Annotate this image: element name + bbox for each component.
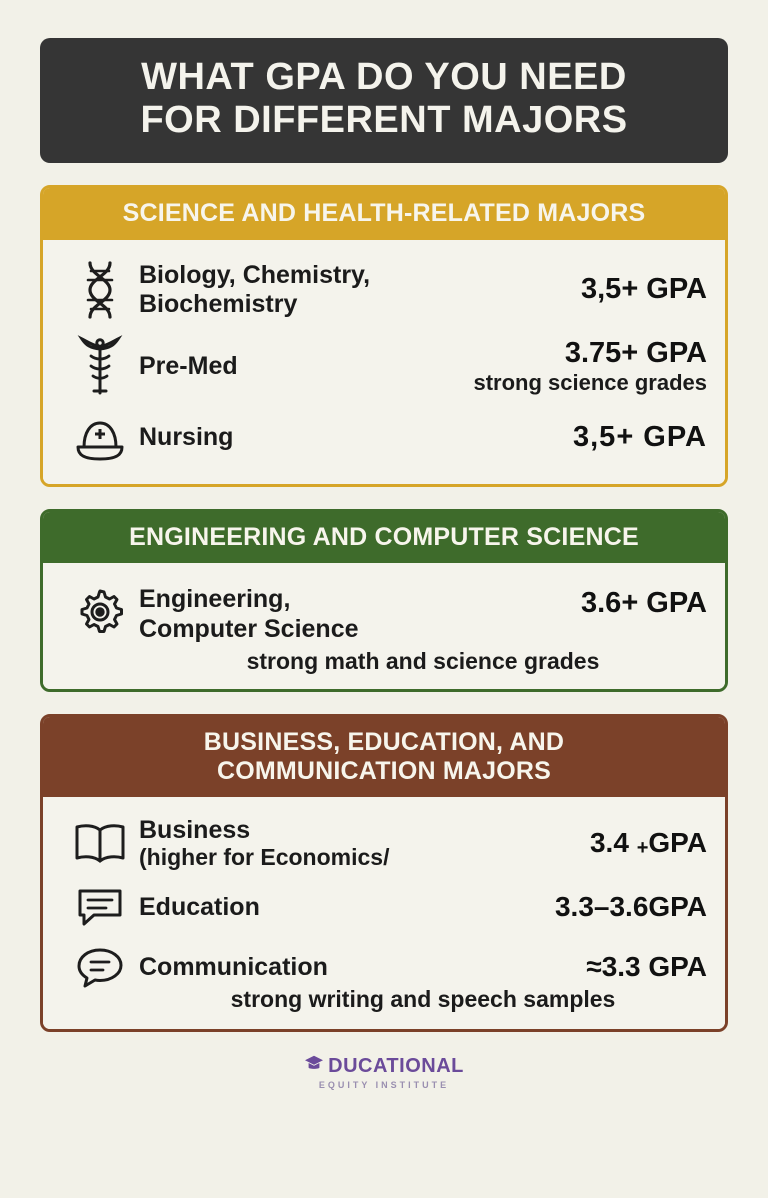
gpa-value: 3.6+ GPA (581, 587, 707, 620)
gpa-number: 3.4 (589, 826, 629, 858)
dna-icon (61, 259, 139, 321)
page-title-line-2: FOR DIFFERENT MAJORS (140, 98, 628, 141)
major-label-line-1: Biology, Chemistry, (139, 260, 371, 289)
section-business-body (43, 797, 725, 1029)
major-label (139, 816, 590, 870)
page-title-line-1: WHAT GPA DO YOU NEED (141, 56, 627, 98)
major-label-line-1: Pre-Med (139, 352, 238, 381)
major-label-line-2: Computer Science (139, 614, 359, 643)
section-engineering-header: ENGINEERING AND COMPUTER SCIENCE (43, 512, 725, 564)
section-science-body (43, 240, 725, 484)
table-row (61, 252, 707, 328)
section-business (40, 714, 728, 1032)
nurse-hat-icon (61, 413, 139, 463)
footer (28, 1054, 740, 1090)
table-row (61, 406, 707, 470)
table-row (61, 809, 707, 877)
caduceus-icon (61, 335, 139, 399)
graduation-cap-icon (304, 1054, 324, 1078)
gpa-value: 3.75+ GPA (564, 336, 707, 369)
major-label-line-2: Biochemistry (139, 289, 298, 318)
gpa-note: strong math and science grades (246, 648, 600, 675)
speech-lines-icon (61, 884, 139, 930)
gpa-note: strong writing and speech samples (230, 986, 616, 1013)
section-business-header-line-2: COMMUNICATION MAJORS (216, 756, 552, 785)
section-engineering (40, 509, 728, 693)
section-engineering-body (43, 563, 725, 689)
major-label-line-1: Business (139, 816, 251, 845)
major-label-line-1: Nursing (139, 423, 234, 452)
speech-bubble-icon (61, 944, 139, 990)
major-label (139, 352, 473, 381)
page-title-card (40, 38, 728, 163)
major-label-line-2: (higher for Economics/ (139, 843, 390, 870)
gpa-suffix: GPA (648, 826, 707, 858)
gpa-value: 3,5+ GPA (581, 272, 707, 305)
table-row (61, 877, 707, 937)
brand-logo (304, 1054, 464, 1078)
major-label-line-1: Education (139, 892, 260, 921)
gpa-value: 3.3–3.6GPA (554, 891, 707, 923)
section-business-header (43, 717, 725, 797)
major-label-line-1: Communication (139, 952, 328, 981)
open-book-icon (61, 820, 139, 866)
table-row (61, 575, 707, 650)
gear-icon (61, 585, 139, 639)
section-science-header: SCIENCE AND HEALTH-RELATED MAJORS (43, 188, 725, 240)
gpa-plus: + (636, 836, 649, 859)
major-label-line-1: Engineering, (139, 585, 291, 614)
section-business-header-line-1: BUSINESS, EDUCATION, AND (203, 728, 565, 757)
major-label (139, 423, 573, 452)
section-science (40, 185, 728, 487)
gpa-value: 3,5+ GPA (573, 420, 707, 453)
brand-tagline: EQUITY INSTITUTE (318, 1080, 450, 1091)
major-label (139, 261, 581, 319)
major-label (139, 585, 581, 644)
major-label (139, 953, 586, 982)
table-row (61, 937, 707, 990)
gpa-block (473, 337, 707, 396)
table-row (61, 328, 707, 406)
brand-name: DUCATIONAL (328, 1054, 464, 1077)
gpa-note: strong science grades (473, 370, 707, 396)
major-label (139, 893, 555, 922)
gpa-value: ≈3.3 GPA (586, 951, 707, 983)
gpa-value (590, 827, 707, 860)
